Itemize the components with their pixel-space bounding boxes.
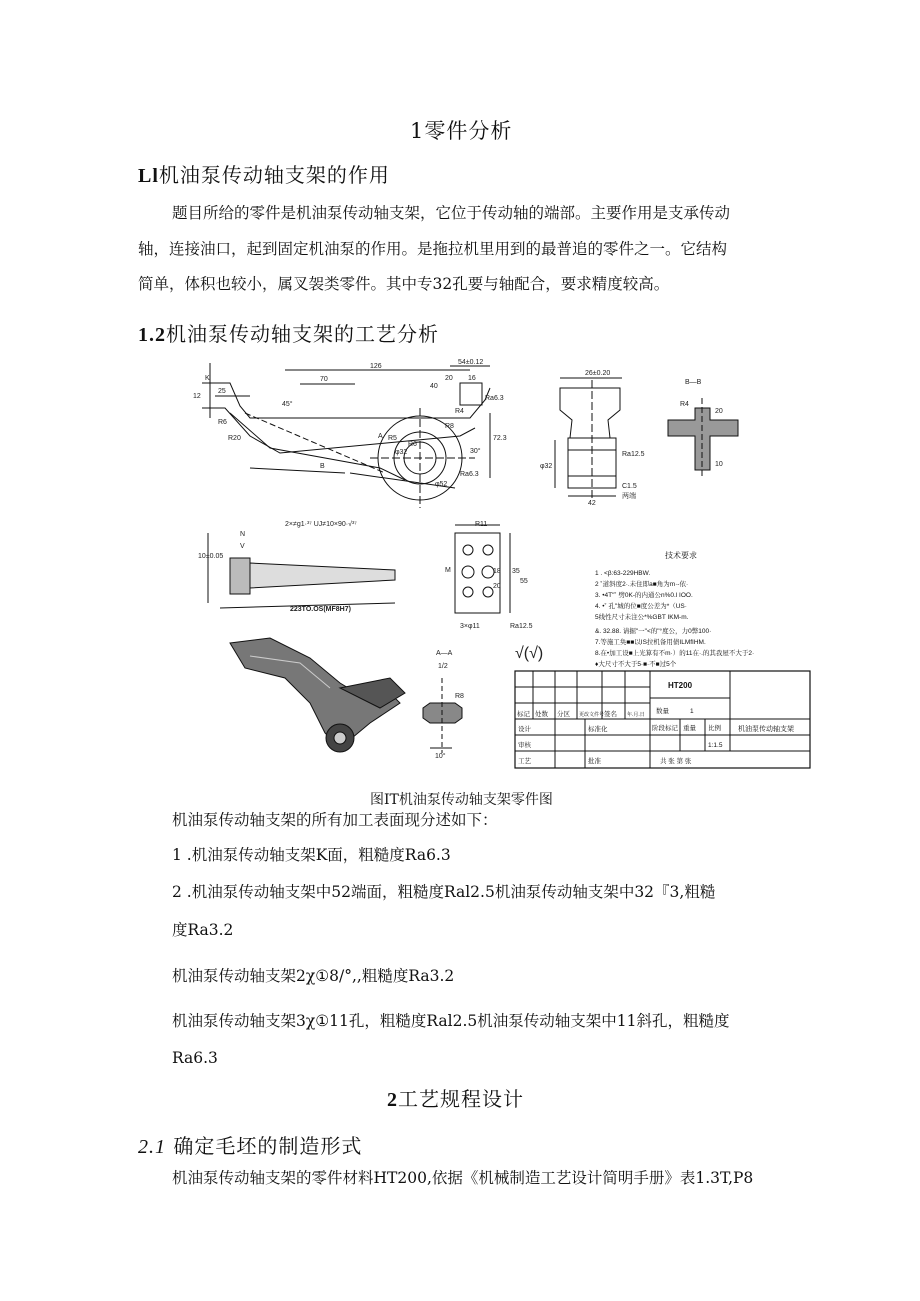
figure-caption: 图IT机油泵传动轴支架零件图 <box>370 792 553 808</box>
heading-2-1-text: 确定毛坯的制造形式 <box>173 1134 363 1158</box>
heading-2-1 <box>138 1130 362 1159</box>
section-label: A—A <box>436 650 453 657</box>
tb-approve: 批准 <box>588 758 601 765</box>
dim-label: R8 <box>455 693 464 700</box>
weight-label: 重量 <box>683 725 696 732</box>
dim-label: 3×φ11 <box>460 623 480 630</box>
paragraph-line: 机油泵传动轴支架的零件材料HT200,依据《机械制造工艺设计简明手册》表1.3T,P8 <box>172 1169 754 1187</box>
heading-2-1-number: 2.1 <box>138 1136 166 1158</box>
tech-requirements-title: 技术要求 <box>665 551 697 560</box>
dim-label: φ52 <box>435 481 448 488</box>
section-2-text: 工艺规程设计 <box>398 1087 524 1111</box>
dim-label: 70 <box>320 376 328 383</box>
scale-label: 比例 <box>708 725 721 732</box>
section-scale: 1/2 <box>438 663 448 670</box>
dim-label: R8 <box>445 423 454 430</box>
dim-label: 54±0.12 <box>458 359 484 366</box>
tb-row-label: 更改文件号 <box>579 712 605 718</box>
roughness-label: Ra6.3 <box>460 471 479 478</box>
dim-label: 26±0.20 <box>585 370 611 377</box>
dim-label: 126 <box>370 363 382 370</box>
dim-label: C1.5 <box>622 483 637 490</box>
scale-value: 1:1.5 <box>708 742 723 749</box>
dim-label: 72.3 <box>493 435 507 442</box>
tb-standard: 标准化 <box>588 726 608 733</box>
dim-label: 25 <box>218 388 226 395</box>
sheet-text: 共 张 第 张 <box>660 758 692 765</box>
tb-audit: 审核 <box>518 742 531 749</box>
section-2-title <box>387 1083 524 1112</box>
tech-line: 2 ˚道斜度2·.未住即a■角为m·-依· <box>595 581 689 588</box>
dim-label: R4 <box>680 401 689 408</box>
dim-label: 40 <box>430 383 438 390</box>
paragraph-line: 题目所给的零件是机油泵传动轴支架，它位于传动轴的端部。主要作用是支承传动 <box>172 204 731 222</box>
tb-row-label: 签名 <box>604 711 617 718</box>
dim-label: 10° <box>435 753 446 760</box>
dim-label: 20 <box>715 408 723 415</box>
surface-item-2: 2 .机油泵传动轴支架中52端面，粗糙度Ral2.5机油泵传动轴支架中32『3,粗糙 <box>172 883 716 901</box>
material-label: HT200 <box>668 681 693 690</box>
dim-label: 45° <box>282 401 293 408</box>
dim-label: 18 <box>493 568 501 575</box>
dim-label: A <box>378 433 383 440</box>
dim-label: φ32 <box>540 463 553 470</box>
heading-1-2 <box>138 318 439 347</box>
heading-1-1 <box>138 159 390 188</box>
side-view-top <box>560 388 620 438</box>
dim-label: 35 <box>512 568 520 575</box>
dim-label: R6 <box>218 419 227 426</box>
paragraph-line: 简单，体积也较小，属叉袈类零件。其中专32孔要与轴配合，要求精度较高。 <box>138 275 670 293</box>
dim-label: 55 <box>520 578 528 585</box>
tech-line: ♦大尺寸不大于5·■·不■过5个 <box>595 661 677 668</box>
tech-line: 3. •4T"˚ 劈0K-的内通公n%0.l IOO. <box>595 592 693 599</box>
surface-item-4-cont: Ra6.3 <box>172 1049 218 1067</box>
heading-1-2-number: 1.2 <box>138 324 166 346</box>
surfaces-intro: 机油泵传动轴支架的所有加工表面现分述如下： <box>172 811 498 829</box>
dim-label: 20 <box>493 583 501 590</box>
left-vertical-label: 10±0.05 <box>198 553 224 560</box>
dim-label: 30° <box>470 448 481 455</box>
dim-label: M <box>445 567 451 574</box>
dim-label: 两端 <box>622 493 636 500</box>
heading-1-1-text: 机油泵传动轴支架的作用 <box>158 163 390 187</box>
tech-line: 1 . <β:63-229HBW. <box>595 570 651 577</box>
tb-row-label: 分区 <box>557 711 570 718</box>
dim-label: R6 <box>408 441 417 448</box>
tech-line: &. 32.88. 请掘"一"<的"°度公，力0弊100· <box>595 628 712 635</box>
surface-item-4: 机油泵传动轴支架3χ①11孔，粗糙度Ral2.5机油泵传动轴支架中11斜孔，粗糙度 <box>172 1012 730 1030</box>
tech-line: 7.等施工奂■■以IS拉机备用债ILMfIHM. <box>595 639 706 646</box>
dim-label: 16 <box>468 375 476 382</box>
tb-design: 设计 <box>518 726 531 733</box>
section-1-title: 1零件分析 <box>410 119 513 143</box>
dim-label: K <box>205 375 210 382</box>
tb-row-label: 处数 <box>535 711 548 718</box>
dim-label: B <box>320 463 325 470</box>
roughness-label: Ra12.5 <box>510 623 533 630</box>
dim-label: 10 <box>715 461 723 468</box>
qty-label: 数量 <box>656 708 669 715</box>
roughness-label: Ra6.3 <box>485 395 504 402</box>
fraction-bottom: V <box>240 543 245 550</box>
roughness-label: Ra12.5 <box>622 451 645 458</box>
heading-1-2-text: 机油泵传动轴支架的工艺分析 <box>166 322 439 346</box>
stage-label: 阶段标记 <box>652 725 678 732</box>
tech-line: 5线性尺寸未注公*%GBT IKM-m. <box>595 614 689 621</box>
dim-label: R5 <box>388 435 397 442</box>
mid-label: 2×≠g1·³⁷ UJ≠10×90·√³⁷ <box>285 521 357 528</box>
section-label: B—B <box>685 379 702 386</box>
qty-value: 1 <box>690 708 694 715</box>
tb-row-label: 标记 <box>517 711 530 718</box>
dim-label: 42 <box>588 500 596 507</box>
tb-process: 工艺 <box>518 758 531 765</box>
tech-line: 8.在•加工设■上光算有不m·）的11在·.的其我屋不大于2· <box>595 650 755 657</box>
tb-row-label: 年.月.日 <box>627 712 645 718</box>
surface-item-1: 1 .机油泵传动轴支架K面，粗糙度Ra6.3 <box>172 846 451 864</box>
section-2-number: 2 <box>387 1089 398 1111</box>
dim-label-mid: 223TO.OS(MF8H7) <box>290 606 351 613</box>
surface-item-3: 机油泵传动轴支架2χ①8/°,,粗糙度Ra3.2 <box>172 967 455 985</box>
arm-outline-bottom <box>202 408 475 453</box>
fraction-top: N <box>240 531 246 538</box>
dim-label: R20 <box>228 435 241 442</box>
dim-label: 20 <box>445 375 453 382</box>
dim-label: 12 <box>193 393 201 400</box>
tech-line: 4. •˚ 孔"城的位■度公差为*（US· <box>595 603 687 610</box>
section-b-b <box>668 408 738 470</box>
paragraph-line: 轴，连接油口，起到固定机油泵的作用。是拖拉机里用到的最普追的零件之一。它结构 <box>138 240 728 258</box>
dim-label: R4 <box>455 408 464 415</box>
surface-item-2-cont: 度Ra3.2 <box>172 921 234 939</box>
heading-1-1-number: Ll <box>138 165 159 187</box>
roughness-check-marks: √(√) <box>515 645 544 662</box>
part-name-label: 机油泵传动轴支架 <box>738 726 794 733</box>
dim-label: R11 <box>475 521 488 528</box>
part-drawing <box>190 358 815 770</box>
dim-label: φ32 <box>395 449 408 456</box>
